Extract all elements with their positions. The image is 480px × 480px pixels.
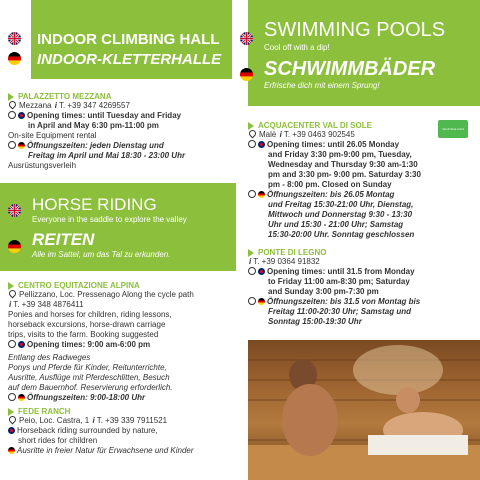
riding-title-de: REITEN — [32, 230, 95, 249]
opening-times-en-cont: and Sunday 3:00 pm-7:30 pm — [268, 287, 379, 296]
opening-times-de-cont: Uhr und 15:30 - 21:00 Uhr; Samstag — [268, 220, 404, 229]
info-icon: i — [9, 300, 12, 309]
opening-times-de-cont: Freitag im April und Mai 18:30 - 23:00 Uhr — [28, 151, 186, 160]
climbing-banner — [31, 0, 232, 79]
sauna-photo — [248, 340, 480, 480]
opening-times-de: Öffnungszeiten: bis 26.05 Montag — [248, 190, 474, 200]
swimming-sub-de: Erfrische dich mit einem Sprung! — [264, 81, 380, 90]
location-pin-icon — [8, 415, 18, 425]
address-line: Malè i T. +39 0463 902545 — [248, 130, 474, 140]
riding-sub-de: Alle im Sattel, um das Tal zu erkunden. — [32, 250, 171, 259]
address-line: Peio, Loc. Castra, 1 i T. +39 339 7911521 — [8, 416, 240, 426]
riding-title-en: HORSE RIDING — [32, 195, 157, 214]
german-mini-flag-icon — [18, 394, 25, 401]
climbing-title-en: INDOOR CLIMBING HALL — [37, 31, 220, 48]
opening-times-en: Opening times: 9:00 am-6:00 pm — [8, 340, 238, 350]
opening-times-de: Öffnungszeiten: bis 31.5 von Montag bis — [248, 297, 474, 307]
opening-times-en-cont: in April and May 6:30 pm-11:00 pm — [28, 121, 159, 130]
phone-line: i T. +39 0364 91832 — [249, 257, 320, 266]
rental-de: Ausrüstungsverleih — [8, 161, 77, 170]
opening-times-en: Opening times: until Tuesday and Friday — [8, 111, 238, 121]
venue-palazzetto-mezzana: PALAZZETTO MEZZANA — [8, 92, 238, 101]
opening-times-de-cont: Freitag 11:00-20:30 Uhr; Samstag und — [268, 307, 412, 316]
venue-centro-equitazione: CENTRO EQUITAZIONE ALPINA — [8, 281, 238, 290]
opening-times-de-cont: und Freitag 15:30-21:00 Uhr, Dienstag, — [268, 200, 414, 209]
info-icon: i — [92, 416, 95, 425]
opening-times-en-cont: pm and 3:30 pm- 9:00 pm. Saturday 3:30 — [268, 170, 421, 179]
opening-times-en-cont: to Friday 11:00 am-8:30 pm; Saturday — [268, 277, 410, 286]
uk-mini-flag-icon — [258, 268, 265, 275]
val-di-sole-card-badge: Val di Sole Card — [438, 120, 468, 138]
venue-fede-ranch: FEDE RANCH — [8, 407, 240, 416]
riding-sub-en: Everyone in the saddle to explore the valley — [32, 215, 187, 224]
opening-times-en-cont: Wednesday and Thursday 9:30 am-1:30 — [268, 160, 418, 169]
description-de: Ponys und Pferde für Kinder, Reitunterrichte, — [8, 363, 167, 372]
uk-mini-flag-icon — [8, 427, 15, 434]
opening-times-de: Öffnungszeiten: jeden Dienstag und — [8, 141, 238, 151]
swimming-title-en: SWIMMING POOLS — [264, 19, 446, 41]
clock-icon — [8, 340, 16, 348]
clock-icon — [8, 111, 16, 119]
clock-icon — [8, 141, 16, 149]
description-en-cont: short rides for children — [18, 436, 98, 445]
address-line: Pellizzano, Loc. Pressenago Along the cycle path — [8, 290, 238, 300]
german-mini-flag-icon — [8, 447, 15, 454]
opening-times-de-cont: Sonntag 15:00-19:30 Uhr — [268, 317, 362, 326]
location-pin-icon — [8, 289, 18, 299]
opening-times-en: Opening times: until 31.5 from Monday — [248, 267, 474, 277]
opening-times-en-cont: and Friday 3:30 pm-9:00 pm, Tuesday, — [268, 150, 412, 159]
location-pin-icon — [248, 129, 258, 139]
german-mini-flag-icon — [258, 191, 265, 198]
address-line: Mezzana i T. +39 347 4269557 — [8, 101, 238, 111]
uk-mini-flag-icon — [18, 341, 25, 348]
description-en: horseback excursions, horse-drawn carriage — [8, 320, 166, 329]
riding-banner — [0, 183, 236, 271]
description-de: Ausritte, Ausflüge mit Pferdeschlitten, Besuch — [8, 373, 170, 382]
climbing-title-de: INDOOR-KLETTERHALLE — [37, 51, 222, 68]
opening-times-en-cont: pm - 8:00 pm. Closed on Sunday — [268, 180, 392, 189]
german-mini-flag-icon — [258, 298, 265, 305]
info-icon: i — [249, 257, 252, 266]
clock-icon — [248, 297, 256, 305]
uk-mini-flag-icon — [18, 112, 25, 119]
description-en: Horseback riding surrounded by nature, — [8, 426, 240, 436]
german-flag-icon — [8, 52, 21, 65]
swimming-title-de: SCHWIMMBÄDER — [264, 58, 436, 80]
rental-en: On-site Equipment rental — [8, 131, 97, 140]
opening-times-en: Opening times: until 26.05 Monday — [248, 140, 474, 150]
clock-icon — [248, 267, 256, 275]
clock-icon — [8, 393, 16, 401]
opening-times-de-cont: 15:30-20:00 Uhr. Sonntag geschlossen — [268, 230, 415, 239]
description-de: Ausritte in freier Natur für Erwachsene und Kinder — [8, 446, 240, 456]
swimming-banner — [248, 0, 480, 106]
clock-icon — [248, 190, 256, 198]
venue-acquacenter: ACQUACENTER VAL DI SOLE — [248, 121, 474, 130]
info-icon: i — [54, 101, 57, 110]
venue-ponte-di-legno: PONTE DI LEGNO — [248, 248, 474, 257]
description-en: trips, visits to the farm. Booking suggested — [8, 330, 159, 339]
german-mini-flag-icon — [18, 142, 25, 149]
uk-mini-flag-icon — [258, 141, 265, 148]
description-en: Ponies and horses for children, riding lessons, — [8, 310, 172, 319]
uk-flag-icon — [8, 204, 21, 217]
opening-times-de: Öffnungszeiten: 9:00-18:00 Uhr — [8, 393, 238, 403]
german-flag-icon — [240, 68, 253, 81]
description-de: Entlang des Radweges — [8, 353, 91, 362]
phone-line: i T. +39 348 4876411 — [9, 300, 84, 309]
german-flag-icon — [8, 240, 21, 253]
swimming-sub-en: Cool off with a dip! — [264, 43, 330, 52]
uk-flag-icon — [240, 32, 253, 45]
info-icon: i — [279, 130, 282, 139]
opening-times-de-cont: Mittwoch und Donnerstag 9:30 - 13:30 — [268, 210, 413, 219]
clock-icon — [248, 140, 256, 148]
location-pin-icon — [8, 100, 18, 110]
uk-flag-icon — [8, 32, 21, 45]
description-de: auf dem Bauernhof. Reservierung erforderlich. — [8, 383, 173, 392]
